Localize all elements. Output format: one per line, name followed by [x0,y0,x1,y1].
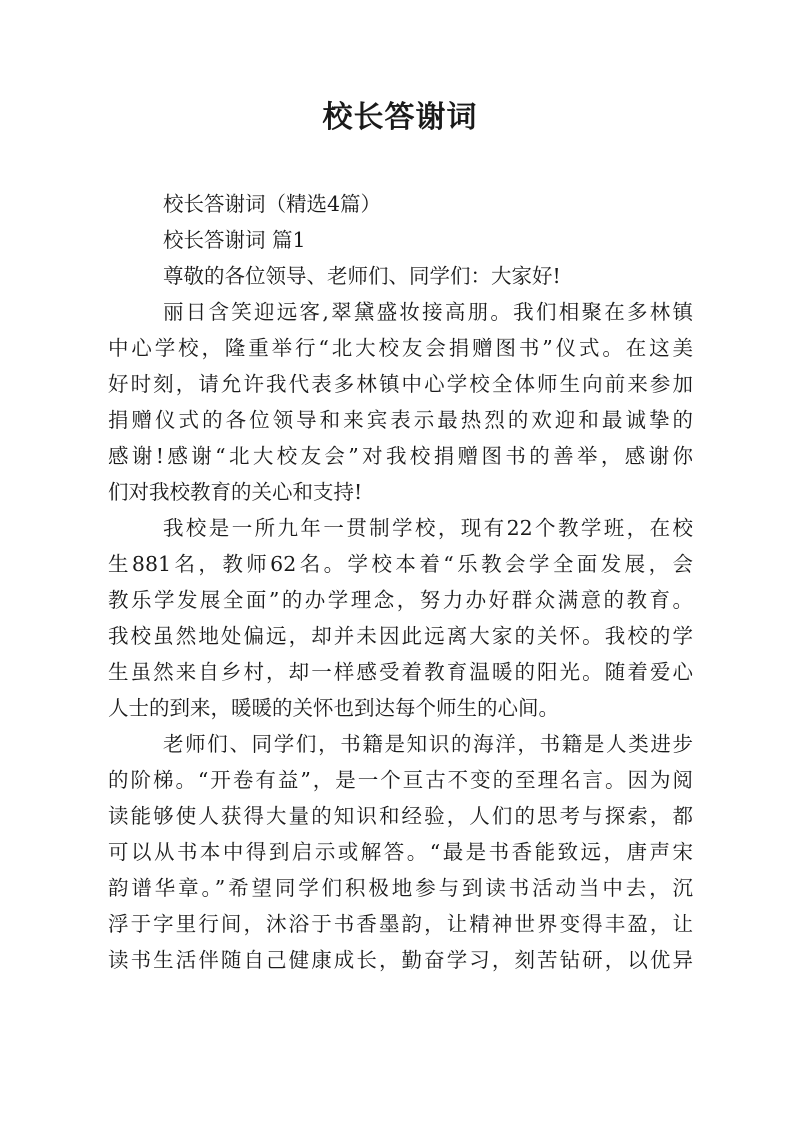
body-line: 丽日含笑迎远客,翠黛盛妆接高朋。我们相聚在多林镇 [163,300,693,324]
body-line: 教乐学发展全面”的办学理念，努力办好群众满意的教育。 [108,588,693,612]
body-line: 生881名，教师62名。学校本着“乐教会学全面发展，会 [108,552,693,576]
body-line: 捐赠仪式的各位领导和来宾表示最热烈的欢迎和最诚挚的 [108,408,693,432]
body-line: 校长答谢词（精选4篇） [163,192,382,216]
body-line: 人士的到来，暖暖的关怀也到达每个师生的心间。 [108,696,559,720]
body-line: 感谢!感谢“北大校友会”对我校捐赠图书的善举，感谢你 [108,444,693,468]
body-line: 生虽然来自乡村，却一样感受着教育温暖的阳光。随着爱心 [108,660,693,684]
body-line: 韵谱华章。”希望同学们积极地参与到读书活动当中去，沉 [108,876,693,900]
body-line: 可以从书本中得到启示或解答。“最是书香能致远，唐声宋 [108,840,693,864]
body-line: 中心学校，隆重举行“北大校友会捐赠图书”仪式。在这美 [108,336,693,360]
document-body [108,186,693,978]
body-line: 尊敬的各位领导、老师们、同学们：大家好! [163,264,561,288]
body-line: 的阶梯。“开卷有益”，是一个亘古不变的至理名言。因为阅 [108,768,693,792]
body-line: 我校是一所九年一贯制学校，现有22个教学班，在校 [163,516,693,540]
body-line: 读书生活伴随自己健康成长，勤奋学习，刻苦钻研，以优异 [108,948,693,972]
body-line: 读能够使人获得大量的知识和经验，人们的思考与探索，都 [108,804,693,828]
body-line: 校长答谢词 篇1 [163,228,306,252]
body-line: 们对我校教育的关心和支持! [108,480,363,504]
body-line: 我校虽然地处偏远，却并未因此远离大家的关怀。我校的学 [108,624,693,648]
document-title: 校长答谢词 [322,100,478,135]
body-line: 浮于字里行间，沐浴于书香墨韵，让精神世界变得丰盈，让 [108,912,693,936]
body-line: 老师们、同学们，书籍是知识的海洋，书籍是人类进步 [163,732,693,756]
body-line: 好时刻，请允许我代表多林镇中心学校全体师生向前来参加 [108,372,693,396]
